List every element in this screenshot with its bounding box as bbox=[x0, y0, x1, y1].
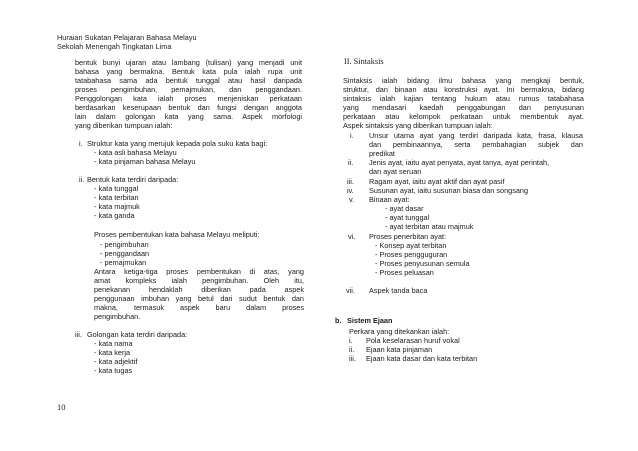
left-intro-line: tatabahasa sama ada bentuk tunggal atau hasil daripada bbox=[75, 76, 302, 85]
list-number: iii. bbox=[347, 177, 354, 186]
list-subitem: - ayat dasar bbox=[385, 204, 424, 213]
list-item-text: Bentuk kata terdiri daripada: bbox=[87, 175, 179, 184]
ejaan-intro: Perkara yang ditekankan ialah: bbox=[349, 327, 450, 336]
list-item-text: Ejaan kata dasar dan kata terbitan bbox=[366, 354, 478, 363]
list-number: iii. bbox=[349, 354, 356, 363]
list-item-text: Binaan ayat: bbox=[369, 195, 410, 204]
list-subitem: - kata ganda bbox=[94, 211, 135, 220]
running-header-subtitle: Sekolah Menengah Tingkatan Lima bbox=[57, 42, 172, 51]
running-header-title: Huraian Sukatan Pelajaran Bahasa Melayu bbox=[57, 33, 197, 42]
list-subitem: - kata adjektif bbox=[94, 357, 138, 366]
sintaksis-line: Aspek sintaksis yang diberikan tumpuan ialah: bbox=[343, 121, 493, 130]
list-subitem: - pemajmukan bbox=[100, 258, 147, 267]
list-subitem: - kata majmuk bbox=[94, 202, 140, 211]
left-intro-line: bahasa yang bermakna. Bentuk kata pula ialah rupa unit bbox=[75, 67, 302, 76]
list-number: vii. bbox=[346, 286, 355, 295]
list-item-text: Aspek tanda baca bbox=[369, 286, 428, 295]
list-subitem: - Konsep ayat terbitan bbox=[375, 241, 447, 250]
left-intro-line: yang diberikan tumpuan ialah: bbox=[75, 121, 173, 130]
list-item-text: predikat bbox=[369, 149, 395, 158]
antara-line: Antara ketiga-tiga proses pembentukan di atas, yang bbox=[94, 267, 304, 276]
antara-line: pengimbuhan. bbox=[94, 312, 141, 321]
list-item-text: Struktur kata yang merujuk kepada pola suku kata bagi: bbox=[87, 139, 268, 148]
list-subitem: - kata tunggal bbox=[94, 184, 139, 193]
list-subitem: - kata pinjaman bahasa Melayu bbox=[94, 157, 196, 166]
list-number: v. bbox=[349, 195, 355, 204]
proses-title: Proses pembentukan kata bahasa Melayu meliputi: bbox=[94, 230, 260, 239]
list-number: i. bbox=[350, 131, 354, 140]
list-item-text: dan pembinaannya, serta pembahagian subjek dan bbox=[369, 140, 583, 149]
list-subitem: - Proses pengguguran bbox=[375, 250, 448, 259]
page-number: 10 bbox=[57, 402, 66, 412]
left-intro-line: lain dalam golongan kata yang sama. Aspek morfologi bbox=[75, 112, 302, 121]
sintaksis-line: sintaksis ialah kajian tentang hukum atau rumus tatabahasa bbox=[343, 94, 584, 103]
list-subitem: - Proses peluasan bbox=[375, 268, 434, 277]
list-item-text: Golongan kata terdiri daripada: bbox=[87, 330, 188, 339]
list-number: iii. bbox=[75, 330, 82, 339]
antara-line: penggunaan imbuhan yang betul dari sudut bentuk dan bbox=[94, 294, 304, 303]
left-intro-line: berdasarkan keserupaan bentuk dan fungsi dengan anggota bbox=[75, 103, 302, 112]
antara-line: makna, termasuk aspek baru dalam proses bbox=[94, 303, 304, 312]
antara-line: amat kompleks ialah pengimbuhan. Oleh itu, bbox=[94, 276, 304, 285]
list-number: i. bbox=[79, 139, 83, 148]
section-b-number: b. bbox=[335, 316, 342, 325]
section-b-title: Sistem Ejaan bbox=[347, 316, 393, 325]
list-subitem: - penggandaan bbox=[100, 249, 150, 258]
list-subitem: - kata kerja bbox=[94, 348, 131, 357]
list-subitem: - kata asli bahasa Melayu bbox=[94, 148, 177, 157]
sintaksis-line: perkataan atau kelompok perkataan untuk membentuk ayat. bbox=[343, 112, 584, 121]
list-item-text: dan ayat seruan bbox=[369, 167, 422, 176]
list-number: ii. bbox=[79, 175, 85, 184]
list-item-text: Proses penerbitan ayat: bbox=[369, 232, 447, 241]
list-item-text: Jenis ayat, iaitu ayat penyata, ayat tanya, ayat perintah, bbox=[369, 158, 550, 167]
list-subitem: - kata nama bbox=[94, 339, 133, 348]
list-item-text: Unsur utama ayat yang terdiri daripada kata, frasa, klausa bbox=[369, 131, 583, 140]
list-item-text: Susunan ayat, iaitu susunan biasa dan songsang bbox=[369, 186, 529, 195]
list-number: vi. bbox=[348, 232, 356, 241]
list-number: i. bbox=[349, 336, 353, 345]
list-subitem: - kata terbitan bbox=[94, 193, 139, 202]
left-intro-line: bentuk bunyi ujaran atau lambang (tulisan) yang menjadi unit bbox=[75, 58, 302, 67]
antara-line: penekanan hendaklah diberikan pada aspek bbox=[94, 285, 304, 294]
list-number: ii. bbox=[349, 345, 355, 354]
sintaksis-line: Sintaksis ialah bidang ilmu bahasa yang mengkaji bentuk, bbox=[343, 76, 584, 85]
list-subitem: - ayat terbitan atau majmuk bbox=[385, 222, 474, 231]
list-item-text: Ejaan kata pinjaman bbox=[366, 345, 433, 354]
list-number: iv. bbox=[347, 186, 354, 195]
section-heading: II. Sintaksis bbox=[344, 57, 384, 66]
list-number: ii. bbox=[348, 158, 354, 167]
left-intro-line: Penggolongan kata ialah proses menjeniskan perkataan bbox=[75, 94, 302, 103]
sintaksis-line: struktur, dan binaan atau konstruksi ayat. Ini bermakna, bidang bbox=[343, 85, 584, 94]
sintaksis-line: yang mendasari kaedah penggabungan dan penyusunan bbox=[343, 103, 584, 112]
list-item-text: Pola keselarasan huruf vokal bbox=[366, 336, 460, 345]
list-subitem: - Proses penyusunan semula bbox=[375, 259, 470, 268]
left-intro-line: proses pengimbuhan, pemajmukan, dan penggandaan. bbox=[75, 85, 302, 94]
list-item-text: Ragam ayat, iaitu ayat aktif dan ayat pasif bbox=[369, 177, 505, 186]
list-subitem: - kata tugas bbox=[94, 366, 133, 375]
list-subitem: - ayat tunggal bbox=[385, 213, 430, 222]
list-subitem: - pengimbuhan bbox=[100, 240, 149, 249]
